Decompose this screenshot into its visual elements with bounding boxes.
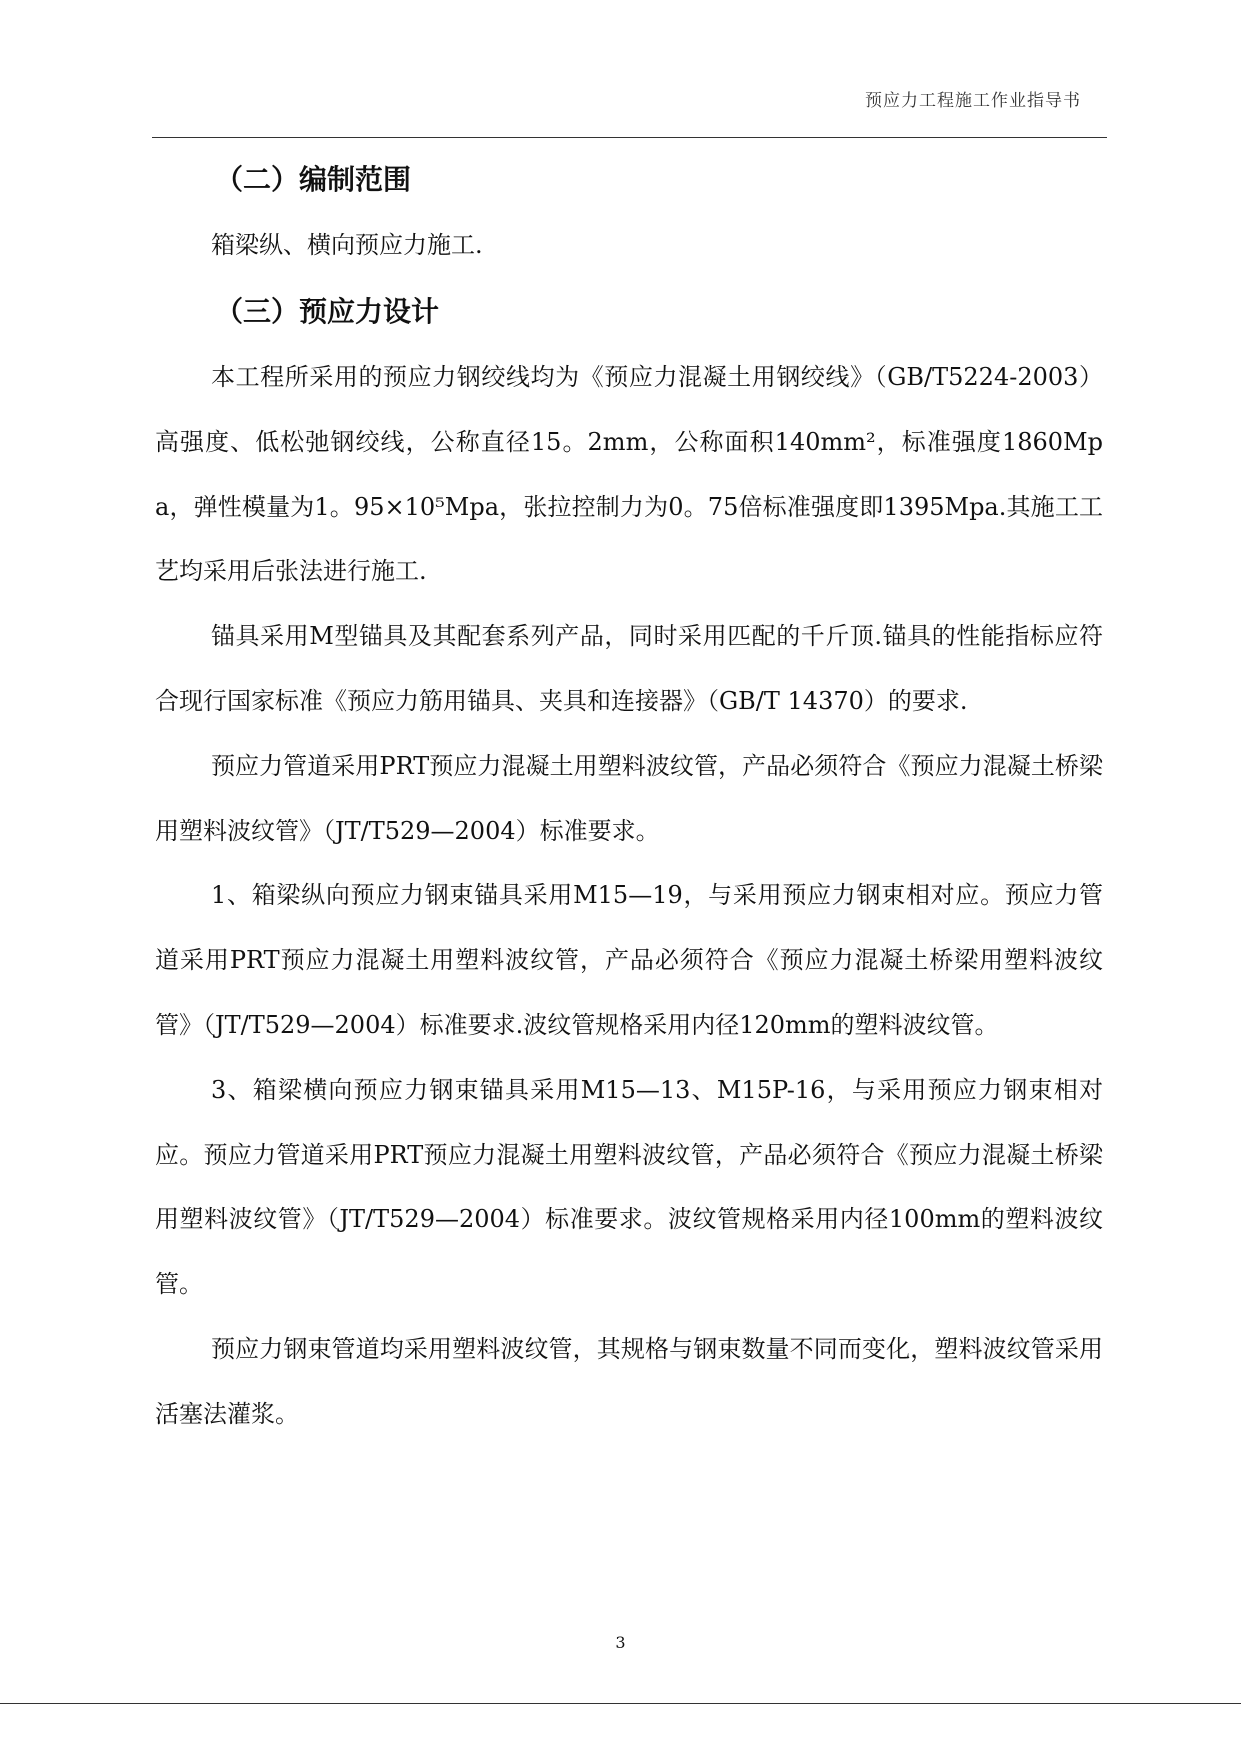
page-header-title: 预应力工程施工作业指导书 [865,91,1081,111]
section-heading-scope: （二）编制范围 [215,163,412,196]
paragraph-longitudinal: 1、箱梁纵向预应力钢束锚具采用M15—19，与采用预应力钢束相对应。预应力管道采用PRT预应力混凝土用塑料波纹管，产品必须符合《预应力混凝土桥梁用塑料波纹管》（JT/T529—2004）标准要求.波纹管规格采用内径120mm的塑料波纹管。 [155,881,1103,1039]
scope-paragraph: 箱梁纵、横向预应力施工. [211,231,483,259]
header-divider [152,137,1107,138]
paragraph-strand-spec: 本工程所采用的预应力钢绞线均为《预应力混凝土用钢绞线》（GB/T5224-2003）高强度、低松弛钢绞线，公称直径15。2mm，公称面积140mm²，标准强度1860Mpa，弹性模量为1。95×10⁵Mpa，张拉控制力为0。75倍标准强度即1395Mpa.其施工工艺均采用后张法进行施工. [155,363,1103,586]
document-body [155,155,1103,1447]
page-number: 3 [615,1633,626,1652]
footer-divider [0,1703,1241,1704]
paragraph-grouting: 预应力钢束管道均采用塑料波纹管，其规格与钢束数量不同而变化，塑料波纹管采用活塞法灌浆。 [155,1334,1103,1428]
section-heading-prestress-design: （三）预应力设计 [215,295,440,328]
paragraph-duct: 预应力管道采用PRT预应力混凝土用塑料波纹管，产品必须符合《预应力混凝土桥梁用塑料波纹管》（JT/T529—2004）标准要求。 [155,751,1103,845]
paragraph-anchorage: 锚具采用M型锚具及其配套系列产品，同时采用匹配的千斤顶.锚具的性能指标应符合现行国家标准《预应力筋用锚具、夹具和连接器》（GB/T 14370）的要求. [155,622,1103,715]
paragraph-transverse: 3、箱梁横向预应力钢束锚具采用M15—13、M15P-16，与采用预应力钢束相对应。预应力管道采用PRT预应力混凝土用塑料波纹管，产品必须符合《预应力混凝土桥梁用塑料波纹管》（JT/T529—2004）标准要求。波纹管规格采用内径100mm的塑料波纹管。 [155,1075,1103,1299]
